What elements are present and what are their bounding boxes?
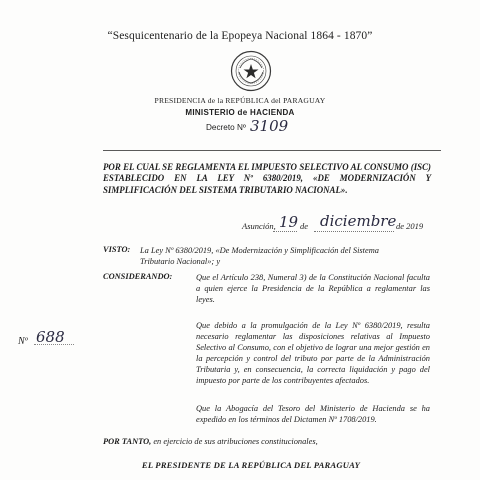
decree-heading: POR EL CUAL SE REGLAMENTA EL IMPUESTO SELECTIVO AL CONSUMO (ISC) ESTABLECIDO EN LA LEY Nº 6380/2019, «DE MODERNIZACIÓN Y SIMPLIFICACIÓN DEL SISTEMA TRIBUTARIO NACIONAL». bbox=[103, 162, 431, 195]
visto-label: VISTO: bbox=[103, 245, 131, 254]
considerando-label: CONSIDERANDO: bbox=[103, 272, 173, 281]
margin-number-underline bbox=[34, 344, 74, 345]
header-divider bbox=[103, 150, 441, 151]
visto-text: La Ley Nº 6380/2019, «De Modernización y Simplificación del Sistema Tributario Nacional»; y bbox=[140, 246, 379, 266]
date-de: de bbox=[300, 221, 309, 231]
coat-of-arms-seal-icon bbox=[230, 50, 272, 92]
closing-heading: EL PRESIDENTE DE LA REPÚBLICA DEL PARAGUAY bbox=[141, 460, 361, 470]
ministerio-line: MINISTERIO de HACIENDA bbox=[185, 108, 295, 117]
por-tanto-text: en ejercicio de sus atribuciones constitucionales, bbox=[153, 437, 318, 446]
date-city: Asunción, bbox=[242, 221, 276, 231]
considerando-paragraph: Que debido a la promulgación de la Ley Nº 6380/2019, resulta necesario reglamentar las disposiciones relativas al Impuesto Selectivo al Consumo, con el objetivo de lograr una mejor gestión en la percepción y control del tributo por parte de la Administración Tributaria y, en consecuencia, la correcta liquidación y pago del impuesto por parte de los contribuyentes afectados. bbox=[196, 321, 430, 385]
decreto-number-handwritten: 3109 bbox=[250, 117, 289, 135]
por-tanto-clause bbox=[103, 437, 318, 446]
date-year: de 2019 bbox=[396, 221, 424, 231]
date-day-handwritten: 19 bbox=[279, 213, 299, 231]
presidencia-line: PRESIDENCIA de la REPÚBLICA del PARAGUAY bbox=[154, 96, 326, 105]
date-month-handwritten: diciembre bbox=[320, 212, 397, 230]
considerando-paragraph: Que la Abogacía del Tesoro del Ministerio de Hacienda se ha expedido en los términos del Dictamen Nº 1708/2019. bbox=[196, 404, 430, 424]
considerando-paragraph: Que el Artículo 238, Numeral 3) de la Constitución Nacional faculta a quien ejerce la Presidencia de la República a reglamentar las leyes. bbox=[196, 273, 430, 304]
date-month-underline bbox=[314, 231, 394, 232]
por-tanto-label: POR TANTO, bbox=[103, 437, 152, 446]
date-day-underline bbox=[273, 231, 297, 232]
decreto-label: Decreto Nº bbox=[206, 123, 246, 132]
margin-number-handwritten: 688 bbox=[36, 328, 65, 346]
margin-number-label: Nº bbox=[18, 336, 28, 347]
commemorative-motto: “Sesquicentenario de la Epopeya Nacional 1864 - 1870” bbox=[107, 30, 373, 42]
